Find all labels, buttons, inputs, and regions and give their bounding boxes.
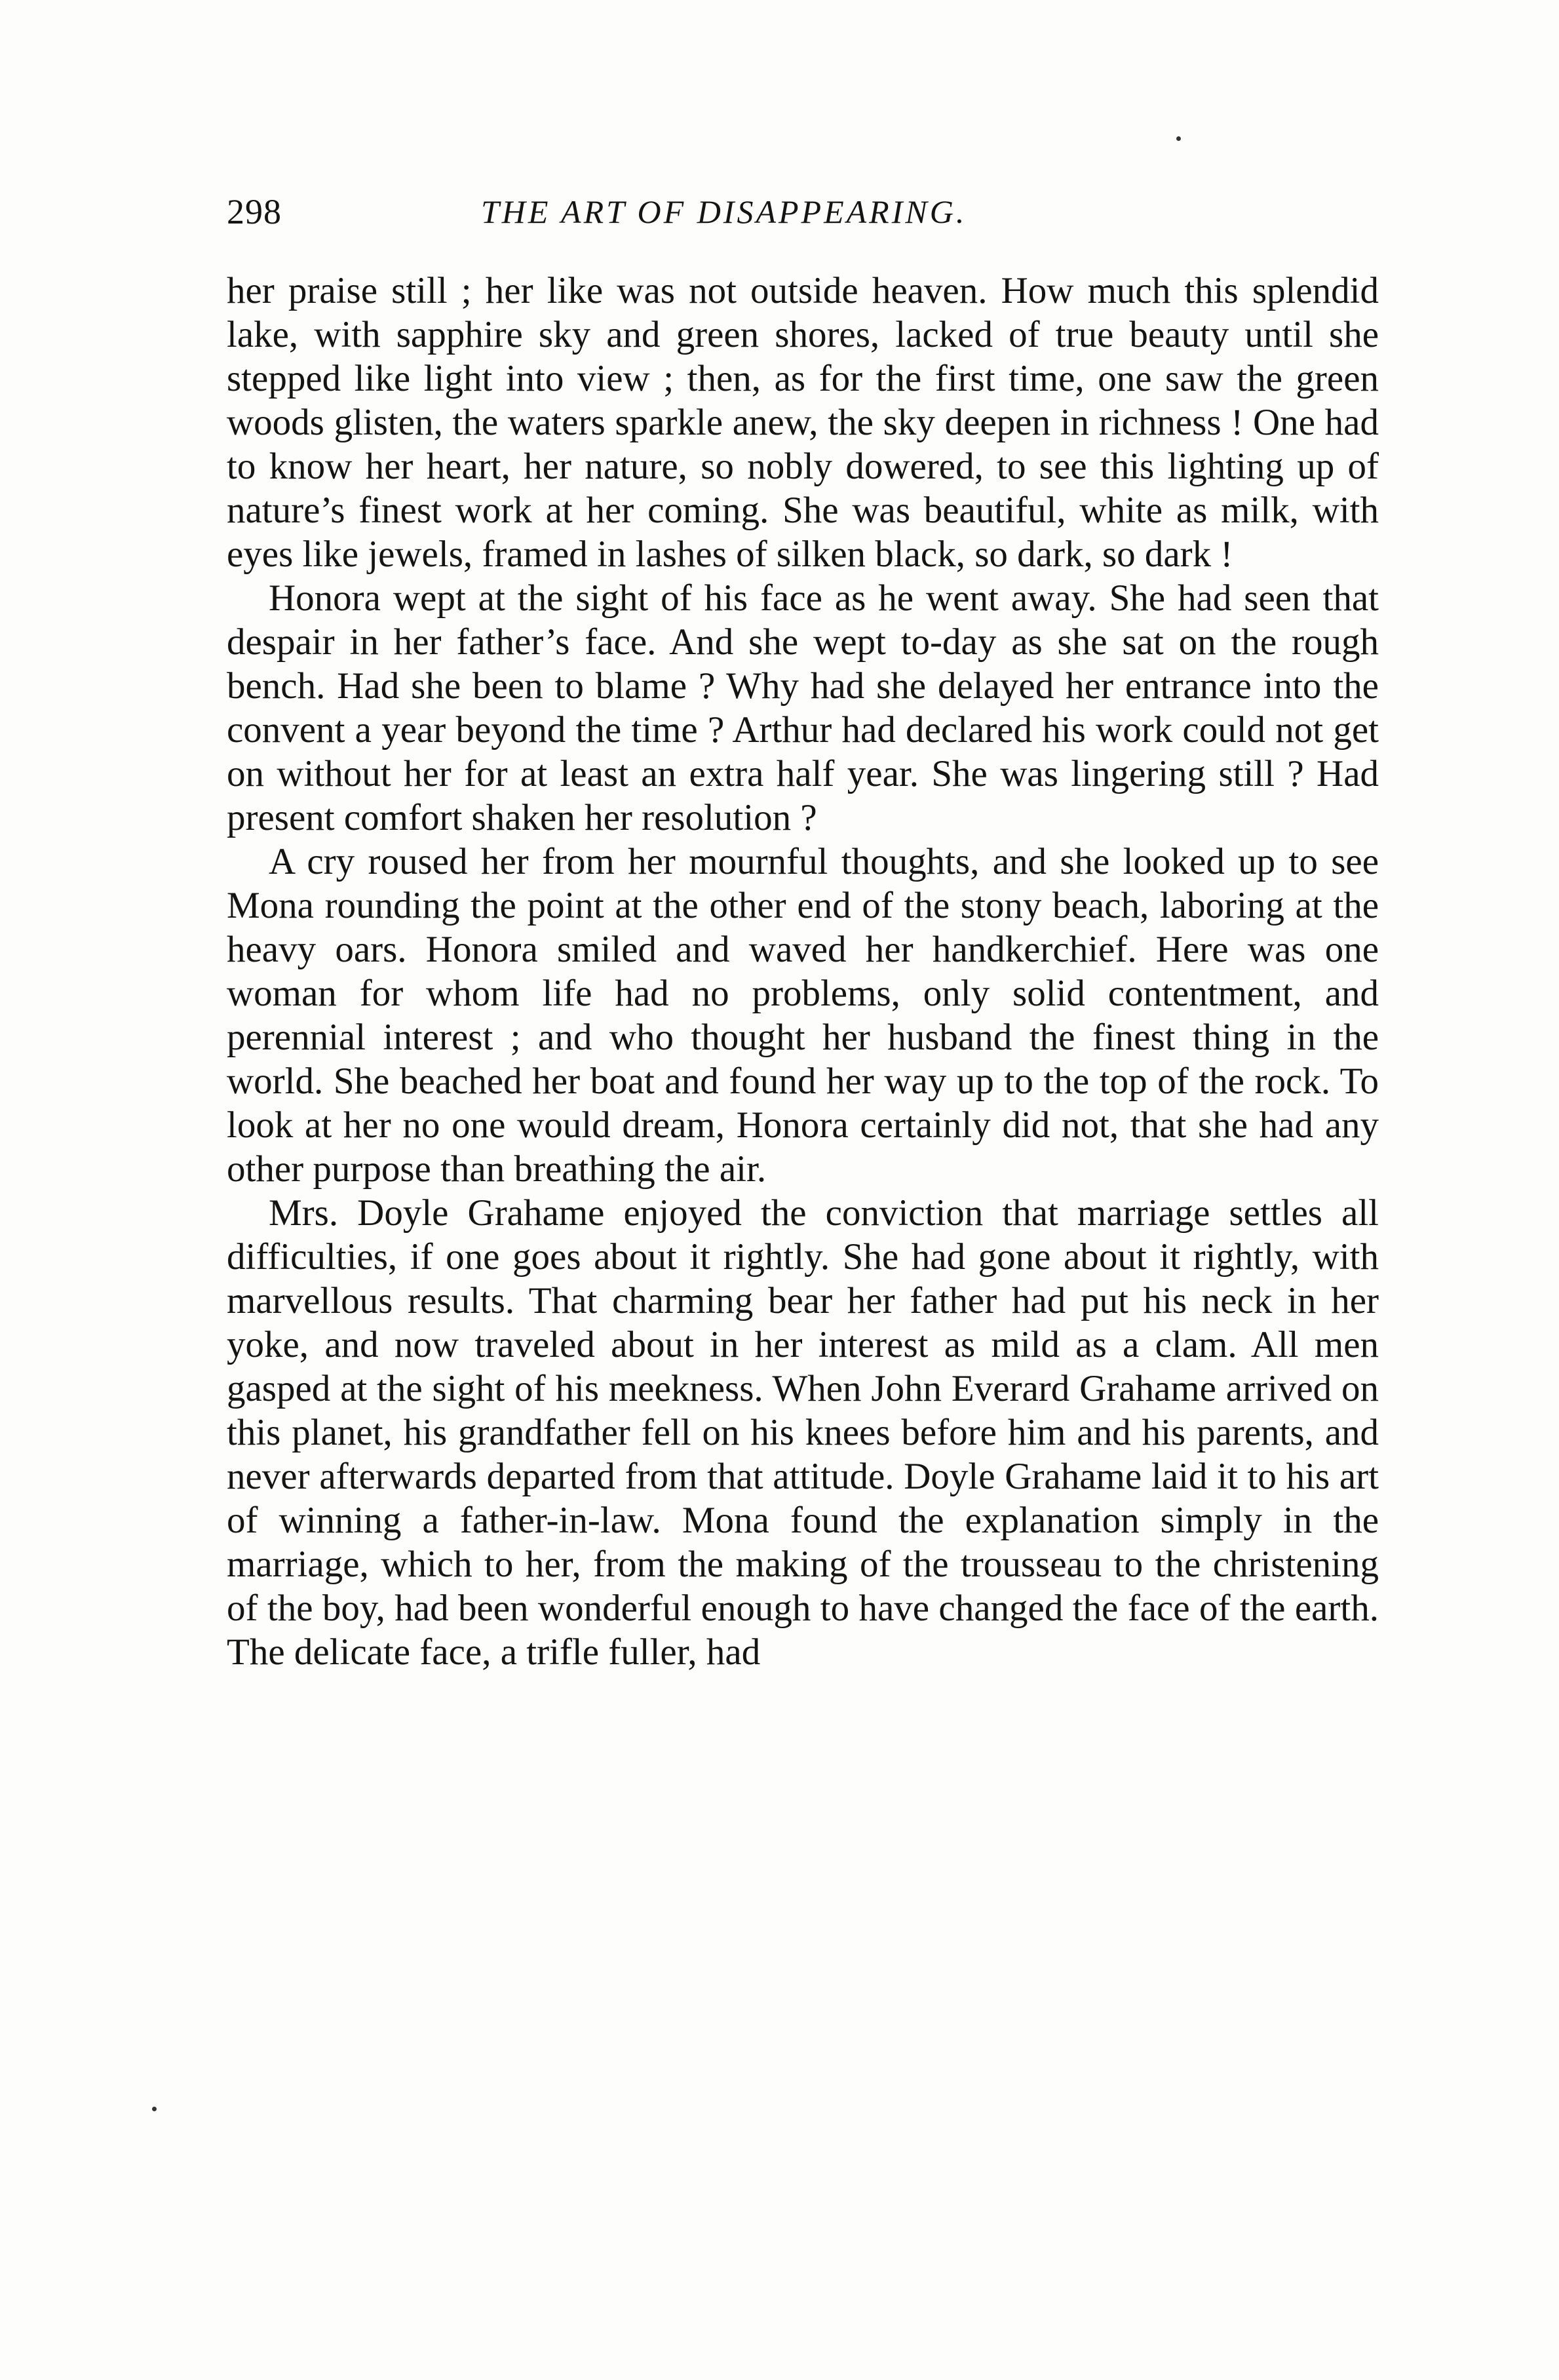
body-text <box>227 269 1379 1674</box>
page-header <box>227 191 1387 244</box>
print-speck <box>1176 136 1181 141</box>
running-title: THE ART OF DISAPPEARING. <box>481 193 967 230</box>
paragraph: A cry roused her from her mournful thoughts, and she looked up to see Mona rounding the point at the other end of the stony beach, laboring at the heavy oars. Honora smiled and waved her handkerchief. Here was one woman for whom life had no problems, only solid contentment, and perennial interest ; and who thought her husband the finest thing in the world. She beached her boat and found her way up to the top of the rock. To look at her no one would dream, Honora certainly did not, that she had any other purpose than breathing the air. <box>227 841 1379 1190</box>
paragraph: Honora wept at the sight of his face as he went away. She had seen that despair in her father’s face. And she wept to-day as she sat on the rough bench. Had she been to blame ? Why had she delayed her entrance into the convent a year beyond the time ? Arthur had declared his work could not get on without her for at least an extra half year. She was lingering still ? Had present comfort shaken her resolution ? <box>227 577 1379 838</box>
print-speck <box>152 2107 157 2111</box>
paragraph: Mrs. Doyle Grahame enjoyed the conviction that marriage settles all difficulties, if one goes about it rightly. She had gone about it rightly, with marvellous results. That charming bear her father had put his neck in her yoke, and now traveled about in her interest as mild as a clam. All men gasped at the sight of his meekness. When John Everard Grahame arrived on this planet, his grandfather fell on his knees before him and his parents, and never afterwards departed from that attitude. Doyle Grahame laid it to his art of winning a father-in-law. Mona found the explanation simply in the marriage, which to her, from the making of the trousseau to the christening of the boy, had been wonderful enough to have changed the face of the earth. The delicate face, a trifle fuller, had <box>227 1192 1379 1673</box>
paragraph-continued: her praise still ; her like was not outside heaven. How much this splendid lake, with sapphire sky and green shores, lacked of true beauty until she stepped like light into view ; then, as for the first time, one saw the green woods glisten, the waters sparkle anew, the sky deepen in richness ! One had to know her heart, her nature, so nobly dowered, to see this lighting up of nature’s finest work at her coming. She was beautiful, white as milk, with eyes like jewels, framed in lashes of silken black, so dark, so dark ! <box>227 270 1379 575</box>
page-number: 298 <box>227 192 282 231</box>
